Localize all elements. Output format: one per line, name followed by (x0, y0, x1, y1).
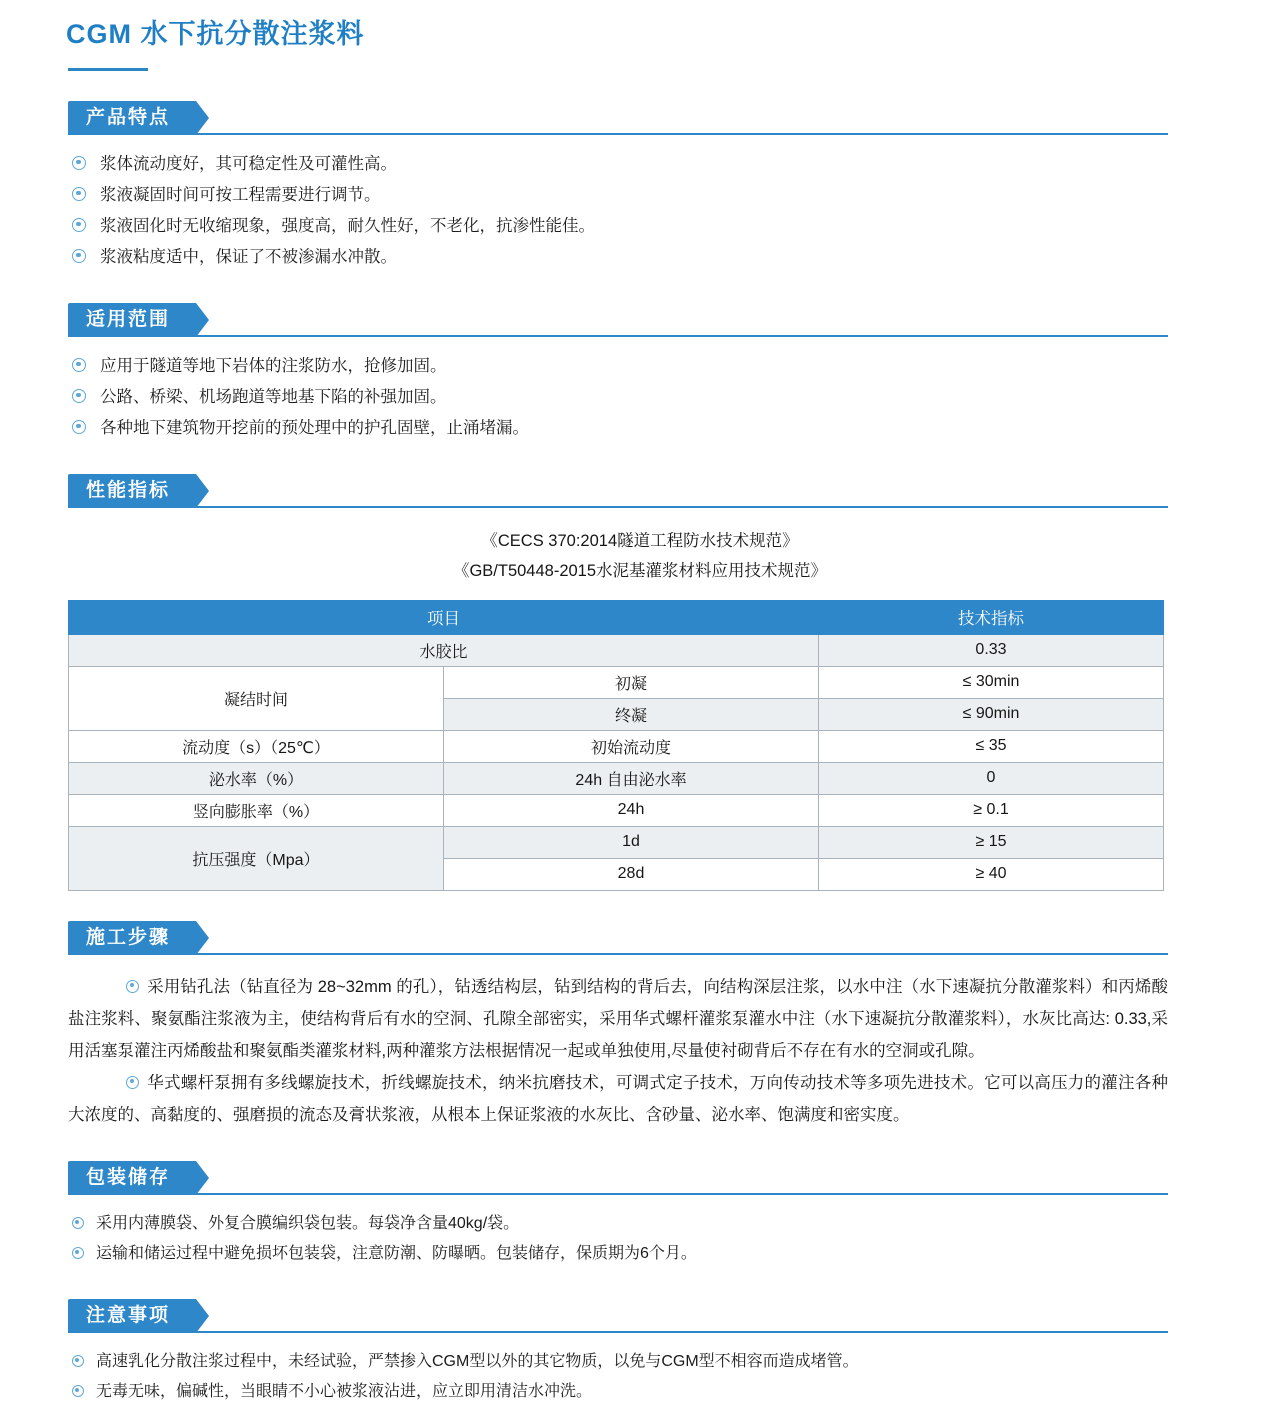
section-packaging (0, 1161, 1280, 1269)
ring-bullet-icon (72, 358, 86, 372)
section-title-packaging: 包装储存 (68, 1161, 196, 1195)
section-title-scope: 适用范围 (68, 303, 196, 337)
ring-bullet-icon (72, 1247, 84, 1259)
table-header-row (69, 600, 1164, 634)
section-divider (68, 506, 1168, 508)
table-row (69, 666, 1164, 698)
list-item-text: 浆体流动度好，其可稳定性及可灌性高。 (100, 154, 397, 173)
list-item-text: 运输和储运过程中避免损坏包装袋，注意防潮、防曝晒。包装储存，保质期为6个月。 (96, 1244, 697, 1262)
section-header-performance (68, 474, 1168, 508)
notice-list (72, 1347, 1280, 1407)
ring-bullet-icon (126, 1076, 139, 1089)
cell-value: 0.33 (819, 634, 1164, 666)
paragraph (68, 1067, 1168, 1131)
table-header-value: 技术指标 (819, 600, 1164, 634)
document-page (0, 16, 1280, 1427)
packaging-list (72, 1209, 1280, 1269)
ring-bullet-icon (72, 187, 86, 201)
cell-item: 水胶比 (69, 634, 819, 666)
cell-value: ≤ 35 (819, 730, 1164, 762)
ring-bullet-icon (72, 1217, 84, 1229)
table-row (69, 730, 1164, 762)
cell-item: 凝结时间 (69, 666, 444, 730)
section-notice (0, 1299, 1280, 1407)
section-header-packaging (68, 1161, 1168, 1195)
ring-bullet-icon (72, 389, 86, 403)
ring-bullet-icon (72, 249, 86, 263)
cell-sub: 1d (444, 826, 819, 858)
table-header-item: 项目 (69, 600, 819, 634)
standards-list (0, 526, 1280, 586)
cell-sub: 24h 自由泌水率 (444, 762, 819, 794)
cell-sub: 28d (444, 858, 819, 890)
cell-sub: 24h (444, 794, 819, 826)
section-divider (68, 953, 1168, 955)
section-divider (68, 1331, 1168, 1333)
table-row (69, 826, 1164, 858)
section-divider (68, 133, 1168, 135)
ring-bullet-icon (72, 420, 86, 434)
section-header-scope (68, 303, 1168, 337)
section-title-steps: 施工步骤 (68, 921, 196, 955)
ring-bullet-icon (72, 1385, 84, 1397)
list-item-text: 无毒无味，偏碱性，当眼睛不小心被浆液沾进，应立即用清洁水冲洗。 (96, 1382, 593, 1400)
list-item (72, 211, 1280, 242)
section-title-notice: 注意事项 (68, 1299, 196, 1333)
cell-sub: 终凝 (444, 698, 819, 730)
list-item (72, 1347, 1280, 1377)
cell-value: ≤ 90min (819, 698, 1164, 730)
list-item-text: 公路、桥梁、机场跑道等地基下陷的补强加固。 (100, 387, 447, 406)
standard-reference: 《GB/T50448-2015水泥基灌浆材料应用技术规范》 (452, 561, 828, 580)
table-row (69, 634, 1164, 666)
scope-list (72, 351, 1280, 444)
paragraph-text: 华式螺杆泵拥有多线螺旋技术，折线螺旋技术，纳米抗磨技术，可调式定子技术，万向传动技术等多项先进技术。它可以高压力的灌注各种大浓度的、高黏度的、强磨损的流态及膏状浆液，从根本上保证浆液的水灰比、含砂量、泌水率、饱满度和密实度。 (68, 1073, 1168, 1124)
cell-item: 泌水率（%） (69, 762, 444, 794)
steps-paragraphs (0, 971, 1280, 1131)
section-header-notice (68, 1299, 1168, 1333)
section-scope (0, 303, 1280, 444)
table-row (69, 762, 1164, 794)
paragraph-text: 采用钻孔法（钻直径为 28~32mm 的孔），钻透结构层，钻到结构的背后去，向结构深层注浆，以水中注（水下速凝抗分散灌浆料）和丙烯酸盐注浆料、聚氨酯注浆液为主，使结构背后有水的空洞、孔隙全部密实，采用华式螺杆灌浆泵灌水中注（水下速凝抗分散灌浆料），水灰比高达: 0.33,采用活塞泵灌注丙烯酸盐和聚氨酯类灌浆材料,两种灌浆方法根据情况一起或单独使用,尽量使衬砌背后不存在有水的空洞或孔隙。 (68, 977, 1168, 1060)
section-header-steps (68, 921, 1168, 955)
list-item (72, 1377, 1280, 1407)
cell-item: 抗压强度（Mpa） (69, 826, 444, 890)
list-item-text: 浆液粘度适中，保证了不被渗漏水冲散。 (100, 247, 397, 266)
list-item (72, 413, 1280, 444)
list-item (72, 351, 1280, 382)
ring-bullet-icon (72, 156, 86, 170)
table-row (69, 794, 1164, 826)
list-item-text: 采用内薄膜袋、外复合膜编织袋包装。每袋净含量40kg/袋。 (96, 1214, 520, 1232)
standard-reference: 《CECS 370:2014隧道工程防水技术规范》 (481, 531, 799, 550)
cell-value: ≤ 30min (819, 666, 1164, 698)
ring-bullet-icon (72, 1355, 84, 1367)
section-steps (0, 921, 1280, 1131)
list-item (72, 1209, 1280, 1239)
section-title-features: 产品特点 (68, 101, 196, 135)
cell-value: ≥ 15 (819, 826, 1164, 858)
list-item-text: 浆液凝固时间可按工程需要进行调节。 (100, 185, 381, 204)
list-item (72, 180, 1280, 211)
list-item-text: 应用于隧道等地下岩体的注浆防水，抢修加固。 (100, 356, 447, 375)
list-item-text: 高速乳化分散注浆过程中，未经试验，严禁掺入CGM型以外的其它物质，以免与CGM型不相容而造成堵管。 (96, 1352, 859, 1370)
section-features (0, 101, 1280, 273)
section-title-performance: 性能指标 (68, 474, 196, 508)
list-item (72, 382, 1280, 413)
page-title: CGM 水下抗分散注浆料 (66, 19, 365, 49)
paragraph (68, 971, 1168, 1067)
cell-item: 流动度（s）（25℃） (69, 730, 444, 762)
list-item (72, 1239, 1280, 1269)
title-underline (68, 68, 148, 71)
performance-table (68, 600, 1164, 891)
ring-bullet-icon (126, 980, 139, 993)
ring-bullet-icon (72, 218, 86, 232)
cell-value: ≥ 0.1 (819, 794, 1164, 826)
cell-sub: 初始流动度 (444, 730, 819, 762)
list-item-text: 浆液固化时无收缩现象，强度高，耐久性好，不老化，抗渗性能佳。 (100, 216, 595, 235)
list-item-text: 各种地下建筑物开挖前的预处理中的护孔固壁，止涌堵漏。 (100, 418, 529, 437)
cell-value: ≥ 40 (819, 858, 1164, 890)
section-divider (68, 335, 1168, 337)
section-performance (0, 474, 1280, 891)
cell-item: 竖向膨胀率（%） (69, 794, 444, 826)
features-list (72, 149, 1280, 273)
cell-sub: 初凝 (444, 666, 819, 698)
list-item (72, 242, 1280, 273)
cell-value: 0 (819, 762, 1164, 794)
section-header-features (68, 101, 1168, 135)
section-divider (68, 1193, 1168, 1195)
list-item (72, 149, 1280, 180)
